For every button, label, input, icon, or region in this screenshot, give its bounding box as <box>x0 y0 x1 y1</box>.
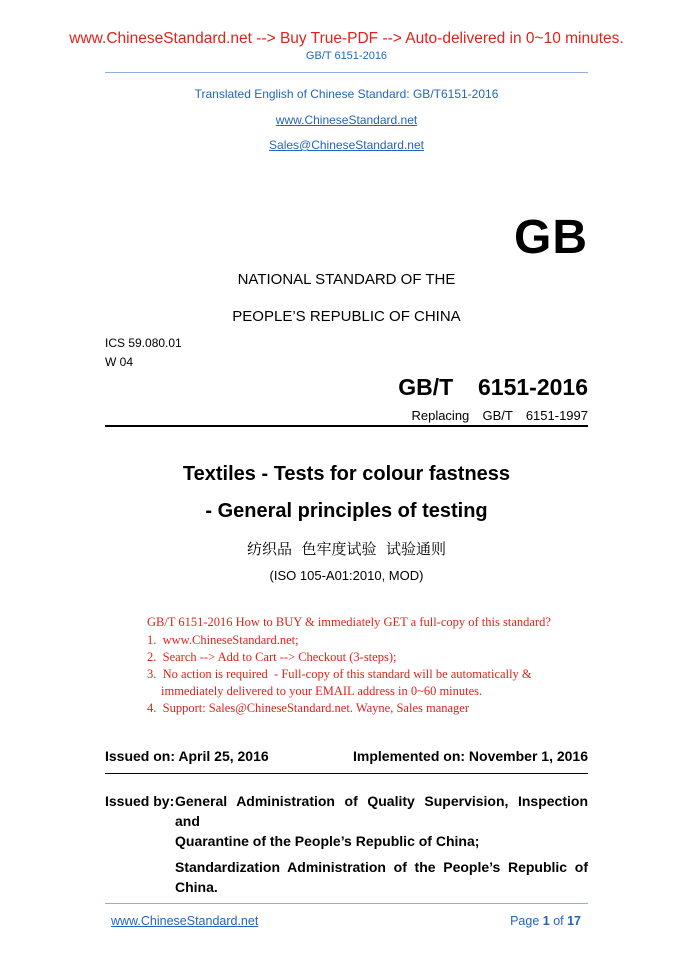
implemented-on: Implemented on: November 1, 2016 <box>353 748 588 764</box>
banner-text: www.ChineseStandard.net --> Buy True-PDF --> Auto-delivered in 0~10 minutes. <box>69 30 624 47</box>
gb-mark: GB <box>514 211 588 264</box>
promo-item-2: 2. Search --> Add to Cart --> Checkout (3-steps); <box>147 650 397 664</box>
ccs-code: W 04 <box>105 355 134 369</box>
website-link[interactable]: www.ChineseStandard.net <box>275 113 418 127</box>
promo-item-1: 1. www.ChineseStandard.net; <box>147 633 299 647</box>
national-line-2: PEOPLE’S REPUBLIC OF CHINA <box>232 308 461 325</box>
page-prefix: Page <box>510 914 543 928</box>
email-link[interactable]: Sales@ChineseStandard.net <box>269 138 424 152</box>
national-line-1: NATIONAL STANDARD OF THE <box>237 271 456 288</box>
promo-item-4: 4. Support: Sales@ChineseStandard.net. Wayne, Sales manager <box>147 701 470 715</box>
issued-by-label: Issued by: <box>105 793 175 809</box>
issuers-block <box>105 791 588 897</box>
header-divider <box>105 72 588 73</box>
promo-item-3-cont: immediately delivered to your EMAIL address in 0~60 minutes. <box>161 684 483 698</box>
page-current: 1 <box>542 914 550 928</box>
issuer-1-line-1: General Administration of Quality Supervision, Inspection and <box>175 793 588 829</box>
header-standard-number: GB/T 6151-2016 <box>305 50 388 62</box>
translated-line: Translated English of Chinese Standard: GB/T6151-2016 <box>194 87 499 101</box>
promo-heading: GB/T 6151-2016 How to BUY & immediately GET a full-copy of this standard? <box>147 615 551 629</box>
issued-on: Issued on: April 25, 2016 <box>105 748 269 764</box>
chinese-title: 纺织品 色牢度试验 试验通则 <box>246 540 447 558</box>
iso-reference: (ISO 105-A01:2010, MOD) <box>269 568 424 583</box>
cover-divider <box>105 425 588 427</box>
promo-item-3: 3. No action is required - Full-copy of this standard will be automatically & <box>147 667 532 681</box>
standard-number: GB/T 6151-2016 <box>398 374 588 400</box>
title-line-1: Textiles - Tests for colour fastness <box>182 463 511 485</box>
page-indicator <box>510 914 581 928</box>
page-of: of <box>549 914 568 928</box>
issuer-2-line-2: China. <box>175 879 218 895</box>
dates-divider <box>105 773 588 774</box>
title-line-2: - General principles of testing <box>205 500 488 522</box>
replacing-text: Replacing GB/T 6151-1997 <box>411 408 588 423</box>
issuer-1-line-2: Quarantine of the People’s Republic of China; <box>175 833 480 849</box>
footer-website-link[interactable]: www.ChineseStandard.net <box>111 914 259 928</box>
issuer-2-line-1: Standardization Administration of the People’s Republic of <box>175 859 588 875</box>
page-total: 17 <box>567 914 581 928</box>
ics-code: ICS 59.080.01 <box>105 336 182 350</box>
footer-divider <box>105 903 588 904</box>
